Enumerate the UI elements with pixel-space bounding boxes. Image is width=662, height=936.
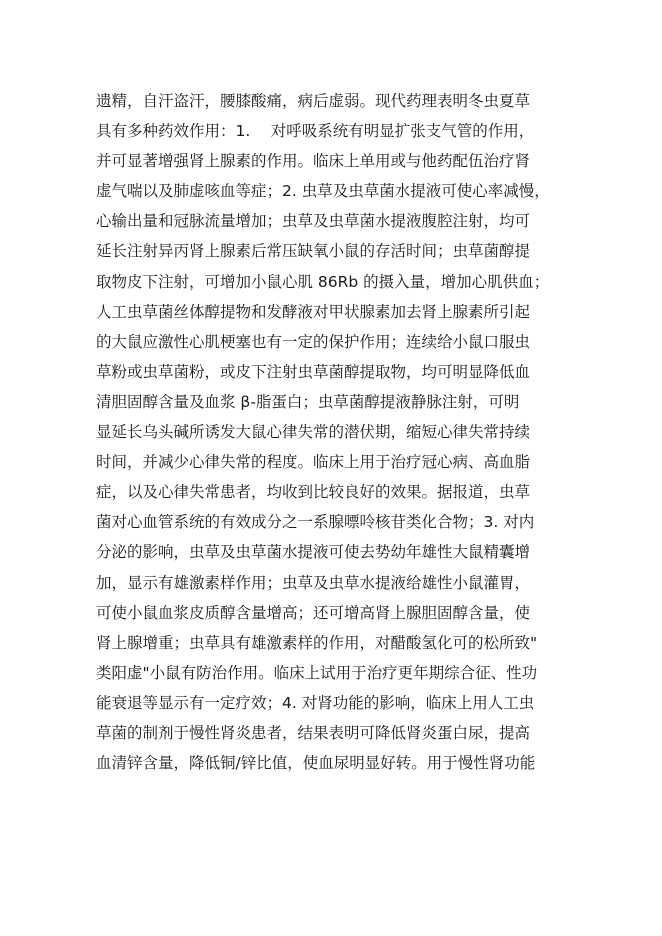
text-line-18: 可使小鼠血浆皮质醇含量增高；还可增高肾上腺胆固醇含量，使 xyxy=(96,603,531,622)
text-line-6: 延长注射异丙肾上腺素后常压缺氧小鼠的存活时间；虫草菌醇提 xyxy=(96,242,531,261)
text-line-12: 显延长乌头碱所诱发大鼠心律失常的潜伏期，缩短心律失常持续 xyxy=(96,423,531,442)
text-line-20: 类阳虚"小鼠有防治作用。临床上试用于治疗更年期综合征、性功 xyxy=(96,663,538,682)
text-line-5: 心输出量和冠脉流量增加；虫草及虫草菌水提液腹腔注射，均可 xyxy=(96,212,531,231)
text-line-11: 清胆固醇含量及血浆 β-脂蛋白；虫草菌醇提液静脉注射，可明 xyxy=(96,392,520,411)
text-line-22: 草菌的制剂于慢性肾炎患者，结果表明可降低肾炎蛋白尿，提高 xyxy=(96,723,531,742)
text-line-15: 菌对心血管系统的有效成分之一系腺嘌呤核苷类化合物；3. 对内 xyxy=(96,513,535,532)
text-line-16: 分泌的影响，虫草及虫草菌水提液可使去势幼年雄性大鼠精囊增 xyxy=(96,543,531,562)
text-line-13: 时间，并减少心律失常的程度。临床上用于治疗冠心病、高血脂 xyxy=(96,453,531,472)
text-line-3: 并可显著增强肾上腺素的作用。临床上单用或与他药配伍治疗肾 xyxy=(96,152,531,171)
text-line-9: 的大鼠应激性心肌梗塞也有一定的保护作用；连续给小鼠口服虫 xyxy=(96,332,531,351)
text-line-19: 肾上腺增重；虫草具有雄激素样的作用，对醋酸氢化可的松所致" xyxy=(96,633,538,652)
text-line-23: 血清锌含量，降低铜/锌比值，使血尿明显好转。用于慢性肾功能 xyxy=(96,754,536,773)
body-text xyxy=(96,86,586,778)
text-line-4: 虚气喘以及肺虚咳血等症；2. 虫草及虫草菌水提液可使心率减慢， xyxy=(96,182,550,201)
text-line-8: 人工虫草菌丝体醇提物和发酵液对甲状腺素加去肾上腺素所引起 xyxy=(96,302,531,321)
text-line-14: 症，以及心律失常患者，均收到比较良好的效果。据报道，虫草 xyxy=(96,483,531,502)
text-line-21: 能衰退等显示有一定疗效；4. 对肾功能的影响，临床上用人工虫 xyxy=(96,693,535,712)
text-line-1: 遗精，自汗盗汗，腰膝酸痛，病后虚弱。现代药理表明冬虫夏草 xyxy=(96,92,531,110)
text-line-10: 草粉或虫草菌粉，或皮下注射虫草菌醇提取物，均可明显降低血 xyxy=(96,362,531,381)
text-line-17: 加，显示有雄激素样作用；虫草及虫草水提液给雄性小鼠灌胃， xyxy=(96,573,531,592)
text-line-2: 具有多种药效作用：1. 对呼吸系统有明显扩张支气管的作用， xyxy=(96,122,535,141)
text-line-7: 取物皮下注射，可增加小鼠心肌 86Rb 的摄入量，增加心肌供血； xyxy=(96,272,550,291)
